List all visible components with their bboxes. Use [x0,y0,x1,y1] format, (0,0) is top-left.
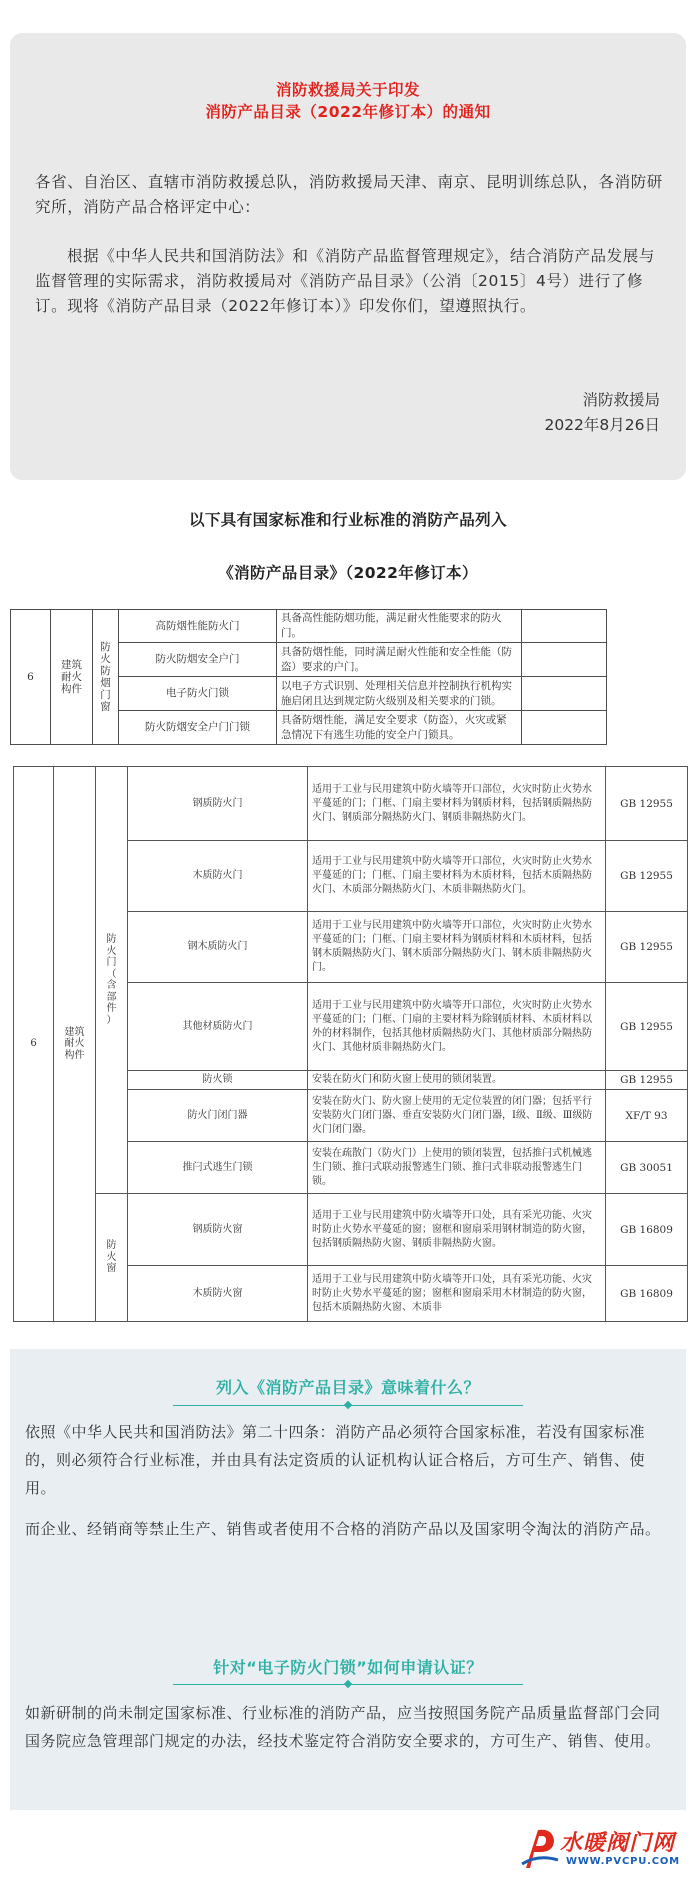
table2-row-name: 木质防火窗 [128,1266,308,1322]
table1-row-name: 防火防烟安全户门 [119,643,277,677]
table1-row-name: 防火防烟安全户门门锁 [119,711,277,745]
catalog-table-2 [13,766,688,1322]
watermark-url: WWW.PVCPU.COM [566,1856,680,1867]
table2-row-desc: 适用于工业与民用建筑中防火墙等开口处，具有采光功能、火灾时防止火势水平蔓延的窗；窗框和窗扇采用钢材制造的防火窗，包括钢质隔热防火窗、钢质非隔热防火窗。 [308,1194,606,1266]
table2-group-fire-windows: 防 火 窗 [96,1194,128,1322]
table1-row-name: 高防烟性能防火门 [119,610,277,643]
section-heading-line1: 以下具有国家标准和行业标准的消防产品列入 [188,511,507,529]
table1-index: 6 [11,610,51,745]
section1-para1: 依照《中华人民共和国消防法》第二十四条：消防产品必须符合国家标准，若没有国家标准的，则必须符合行业标准，并由具有法定资质的认证机构认证合格后，方可生产、销售、使用。 [25,1423,646,1497]
table2-row-name: 钢木质防火门 [128,912,308,983]
notice-title-line1: 消防救援局关于印发 [275,81,420,99]
watermark-logo [518,1822,696,1877]
table2-index: 6 [14,767,54,1322]
section1-para2: 而企业、经销商等禁止生产、销售或者使用不合格的消防产品以及国家明令淘汰的消防产品。 [25,1520,661,1538]
table1-row-code [522,711,607,745]
watermark-name: 水暖阀门网 [560,1831,676,1856]
section2-divider-diamond [344,1680,352,1688]
notice-signature: 消防救援局 [582,391,660,409]
table1-row-code [522,677,607,711]
table2-row-desc: 安装在防火门、防火窗上使用的无定位装置的闭门器；包括平行安装防火门闭门器、垂直安装防火门闭门器，Ⅰ级、Ⅱ级、Ⅲ级防火门闭门器。 [308,1090,606,1142]
table2-row-name: 防火锁 [128,1071,308,1090]
table2-row-code: GB 12955 [606,841,688,912]
table2-row-name: 木质防火门 [128,841,308,912]
table2-category: 建筑 耐火 构件 [54,767,96,1322]
table2-row-desc: 适用于工业与民用建筑中防火墙等开口部位，火灾时防止火势水平蔓延的门；门框、门扇主要材料为钢质材料和木质材料，包括钢木质隔热防火门、钢木质部分隔热防火门、钢木质非隔热防火门。 [308,912,606,983]
section1-divider-diamond [344,1401,352,1409]
table2-row-desc: 安装在疏散门（防火门）上使用的锁闭装置，包括推闩式机械逃生门锁、推闩式联动报警逃生门锁、推闩式非联动报警逃生门锁。 [308,1142,606,1194]
table2-row-name: 钢质防火窗 [128,1194,308,1266]
table1-row-desc: 具备防烟性能，满足安全要求（防盗），火灾或紧急情况下有逃生功能的安全户门锁具。 [277,711,522,745]
table2-row-desc: 适用于工业与民用建筑中防火墙等开口部位，火灾时防止火势水平蔓延的门；门框、门扇主要材料为钢质材料，包括钢质隔热防火门、钢质部分隔热防火门、钢质非隔热防火门。 [308,767,606,841]
explanation-panel-2 [10,1607,686,1810]
table2-row-desc: 适用于工业与民用建筑中防火墙等开口处，具有采光功能、火灾时防止火势水平蔓延的窗；窗框和窗扇采用木材制造的防火窗，包括木质隔热防火窗、木质非 [308,1266,606,1322]
table1-row-desc: 具备高性能防烟功能，满足耐火性能要求的防火门。 [277,610,522,643]
table2-row-name: 防火门闭门器 [128,1090,308,1142]
table1-row-desc: 以电子方式识别、处理相关信息并控制执行机构实施启闭且达到规定防火级别及相关要求的门锁。 [277,677,522,711]
table1-row-desc: 具备防烟性能，同时满足耐火性能和安全性能（防盗）要求的户门。 [277,643,522,677]
table2-row-desc: 安装在防火门和防火窗上使用的锁闭装置。 [308,1071,606,1090]
table2-row-desc: 适用于工业与民用建筑中防火墙等开口部位，火灾时防止火势水平蔓延的门；门框、门扇主要材料为木质材料，包括木质隔热防火门、木质部分隔热防火门、木质非隔热防火门。 [308,841,606,912]
section2-para1: 如新研制的尚未制定国家标准、行业标准的消防产品，应当按照国务院产品质量监督部门会同国务院应急管理部门规定的办法，经技术鉴定符合消防安全要求的，方可生产、销售、使用。 [25,1704,661,1750]
table1-row-name: 电子防火门锁 [119,677,277,711]
table2-row-code: GB 12955 [606,983,688,1071]
section1-title: 列入《消防产品目录》意味着什么？ [215,1378,480,1397]
table2-row-code: GB 30051 [606,1142,688,1194]
table2-row-code: GB 16809 [606,1194,688,1266]
table2-row-code: GB 12955 [606,1071,688,1090]
table2-row-code: XF/T 93 [606,1090,688,1142]
explanation-panel-1 [10,1349,686,1607]
table1-subcategory: 防 火 防 烟 门 窗 [93,610,119,745]
table2-row-desc: 适用于工业与民用建筑中防火墙等开口部位，火灾时防止火势水平蔓延的门；门框、门扇的主要材料为除钢质材料、木质材料以外的材料制作，包括其他材质隔热防火门、其他材质部分隔热防火门、其他材质非隔热防火门。 [308,983,606,1071]
catalog-table-1 [10,609,607,745]
table2-row-name: 钢质防火门 [128,767,308,841]
table2-group-fire-doors: 防 火 门 （ 含 部 件 ） [96,767,128,1194]
section-heading-line2: 《消防产品目录》（2022年修订本） [218,564,478,582]
notice-date: 2022年8月26日 [544,416,660,434]
table1-row-code [522,610,607,643]
section2-title: 针对“电子防火门锁”如何申请认证？ [213,1658,483,1677]
notice-box [10,33,686,480]
valve-logo-icon [518,1824,562,1872]
table2-row-name: 推闩式逃生门锁 [128,1142,308,1194]
table2-row-code: GB 12955 [606,912,688,983]
table2-row-code: GB 12955 [606,767,688,841]
notice-addressees: 各省、自治区、直辖市消防救援总队，消防救援局天津、南京、昆明训练总队，各消防研究所，消防产品合格评定中心： [35,173,663,216]
notice-body: 根据《中华人民共和国消防法》和《消防产品监督管理规定》，结合消防产品发展与监督管理的实际需求，消防救援局对《消防产品目录》（公消〔2015〕4号）进行了修订。现将《消防产品目录（2022年修订本）》印发你们，望遵照执行。 [35,247,655,315]
table2-row-name: 其他材质防火门 [128,983,308,1071]
table1-row-code [522,643,607,677]
table1-category: 建筑 耐火 构件 [51,610,93,745]
notice-title-line2: 消防产品目录（2022年修订本）的通知 [205,103,491,121]
table2-row-code: GB 16809 [606,1266,688,1322]
